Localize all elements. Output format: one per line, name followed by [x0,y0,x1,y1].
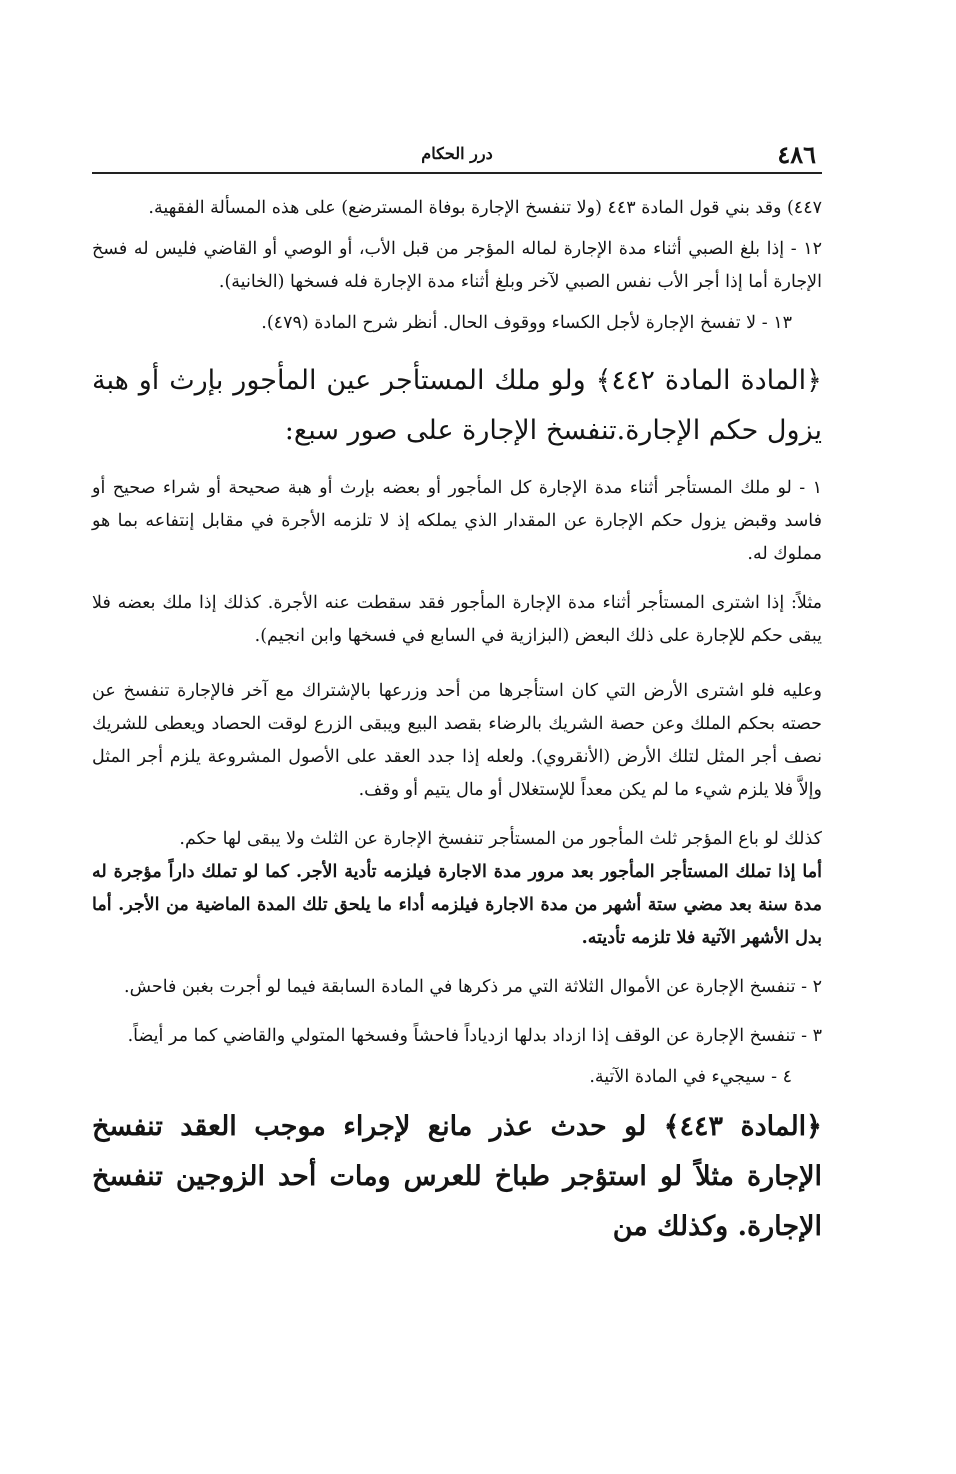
paragraph-third-sale: كذلك لو باع المؤجر ثلث المأجور من المستأجر تنفسخ الإجارة عن الثلث ولا يبقى لها حكم. [179,829,822,849]
page-number: ٤٨٦ [777,140,816,169]
document-page [92,0,822,1474]
article-442-heading: ﴿المادة المادة ٤٤٢﴾ ولو ملك المستأجر عين المأجور بإرث أو هبة يزول حكم الإجارة.تنفسخ الإجارة على صور سبع: [92,365,823,446]
article-443-heading: ﴿المادة ٤٤٣﴾ لو حدث عذر مانع لإجراء موجب العقد تنفسخ الإجارة مثلاً لو استؤجر طباخ للعرس ومات أحد الزوجين تنفسخ الإجارة. وكذلك من [92,1111,822,1242]
running-title: درر الحكام [421,144,493,163]
paragraph-example: مثلاً: إذا اشترى المستأجر أثناء مدة الإجارة المأجور فقد سقطت عنه الأجرة. كذلك إذا ملك بعضه فلا يبقى حكم للإجارة على ذلك البعض (البزازية في السابع في فسخها وابن انجيم). [92,593,822,646]
paragraph-land-purchase: وعليه فلو اشترى الأرض التي كان استأجرها من أحد وزرعها بالإشتراك مع آخر فالإجارة تنفسخ عن حصته بحكم الملك وعن حصة الشريك بالرضاء بقصد البيع ويبقى الزرع لوقت الحصاد ويعطى للشريك نصف أجر المثل لتلك الأرض (الأنقروي). ولعله إذا جدد العقد على الأصول المشروعة يلزم أجر المثل وإلاَّ فلا يلزم شيء ما لم يكن معداً للإستغلال أو مال يتيم أو وقف. [92,681,822,800]
paragraph-ownership-after-term: أما إذا تملك المستأجر المأجور بعد مرور مدة الاجارة فيلزمه تأدية الأجر. كما لو تملك داراً مؤجرة له مدة سنة بعد مضي ستة أشهر من مدة الاجارة فيلزمه أداء ما يلحق تلك المدة الماضية من الأجر. أما بدل الأشهر الآتية فلا تلزمه تأديته. [92,862,822,948]
paragraph-case-4: ٤ - سيجيء في المادة الآتية. [589,1067,792,1087]
page-body [92,192,822,1252]
page-header [92,140,822,170]
paragraph-intro: ٤٤٧) وقد بني قول المادة ٤٤٣ (ولا تنفسخ الإجارة بوفاة المسترضع) على هذه المسألة الفقهية. [148,198,822,218]
paragraph-case-1: ١ - لو ملك المستأجر أثناء مدة الإجارة كل المأجور أو بعضه بإرث أو هبة صحيحة أو شراء صحيح أو فاسد وقبض يزول حكم الإجارة عن المقدار الذي يملكه إذ لا تلزمه الأجرة في مقابل إنتفاعه بما هو مملوك له. [92,478,822,564]
paragraph-case-3: ٣ - تنفسخ الإجارة عن الوقف إذا ازداد بدلها ازدياداً فاحشاً وفسخها المتولي والقاضي كما مر أيضاً. [127,1026,822,1046]
header-rule [92,172,822,174]
paragraph-item-12: ١٢ - إذا بلغ الصبي أثناء مدة الإجارة لماله المؤجر من قبل الأب، أو الوصي أو القاضي فليس له فسخ الإجارة أما إذا أجر الأب نفس الصبي لآخر وبلغ أثناء مدة الإجارة فله فسخها (الخانية). [92,239,822,292]
paragraph-item-13: ١٣ - لا تفسخ الإجارة لأجل الكساء ووقوف الحال. أنظر شرح المادة (٤٧٩). [261,313,792,333]
paragraph-case-2: ٢ - تنفسخ الإجارة عن الأموال الثلاثة التي مر ذكرها في المادة السابقة فيما لو أجرت بغبن فاحش. [124,977,822,997]
